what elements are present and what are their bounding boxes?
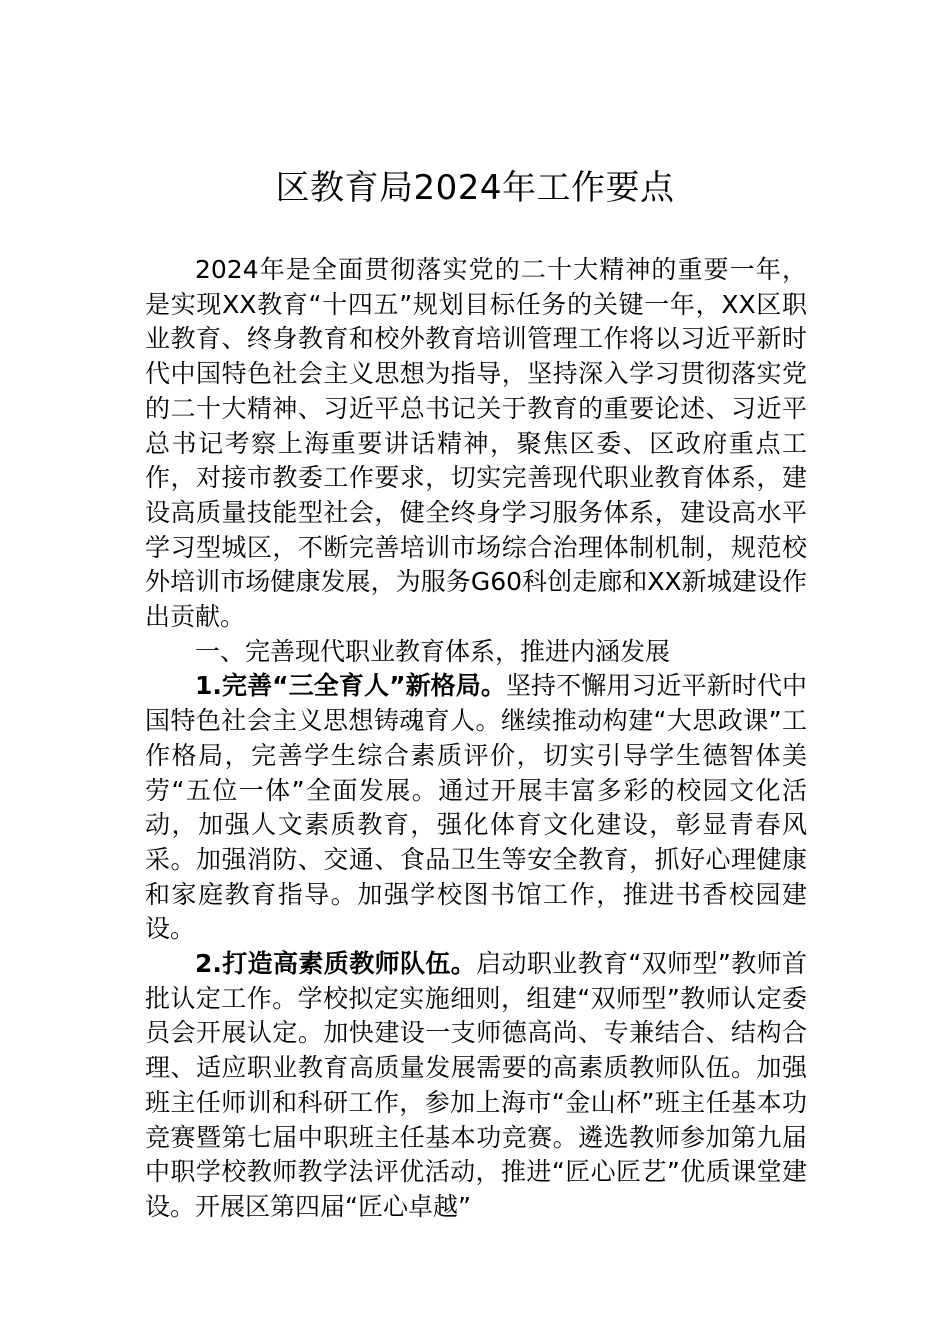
item-lead-2: 2.打造高素质教师队伍。 — [195, 949, 477, 979]
intro-paragraph: 2024年是全面贯彻落实党的二十大精神的重要一年，是实现XX教育“十四五”规划目标任务的关键一年，XX区职业教育、终身教育和校外教育培训管理工作将以习近平新时代中国特色社会主义思想为指导，坚持深入学习贯彻落实党的二十大精神、习近平总书记关于教育的重要论述、习近平总书记考察上海重要讲话精神，聚焦区委、区政府重点工作，对接市教委工作要求，切实完善现代职业教育体系，建设高质量技能型社会，健全终身学习服务体系，建设高水平学习型城区，不断完善培训市场综合治理体制机制，规范校外培训市场健康发展，为服务G60科创走廊和XX新城建设作出贡献。 — [145, 255, 807, 632]
item-paragraph-2 — [145, 947, 807, 1225]
item-text-1: 坚持不懈用习近平新时代中国特色社会主义思想铸魂育人。继续推动构建“大思政课”工作格局，完善学生综合素质评价，切实引导学生德智体美劳“五位一体”全面发展。通过开展丰富多彩的校园文化活动，加强人文素质教育，强化体育文化建设，彰显青春风采。加强消防、交通、食品卫生等安全教育，抓好心理健康和家庭教育指导。加强学校图书馆工作，推进书香校园建设。 — [145, 671, 807, 944]
item-paragraph-1 — [145, 669, 807, 947]
document-title: 区教育局2024年工作要点 — [275, 168, 675, 208]
document-body — [145, 253, 807, 1225]
item-lead-1: 1.完善“三全育人”新格局。 — [195, 671, 506, 701]
section-heading: 一、完善现代职业教育体系，推进内涵发展 — [195, 636, 671, 666]
item-text-2: 启动职业教育“双师型”教师首批认定工作。学校拟定实施细则，组建“双师型”教师认定委员会开展认定。加快建设一支师德高尚、专兼结合、结构合理、适应职业教育高质量发展需要的高素质教师队伍。加强班主任师训和科研工作，参加上海市“金山杯”班主任基本功竞赛暨第七届中职班主任基本功竞赛。遴选教师参加第九届中职学校教师教学法评优活动，推进“匠心匠艺”优质课堂建设。开展区第四届“匠心卓越” — [145, 949, 807, 1221]
